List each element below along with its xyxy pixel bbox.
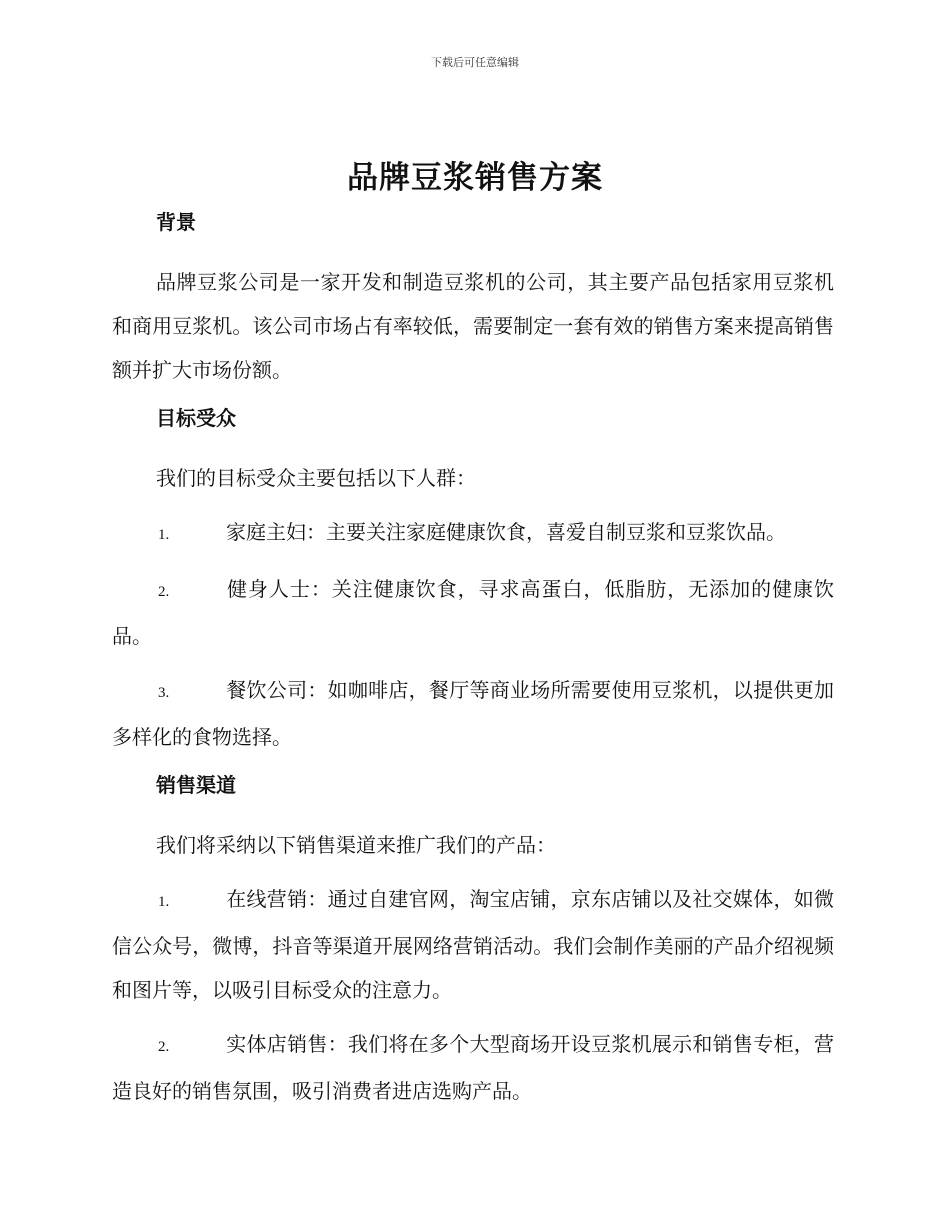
list-item xyxy=(112,668,834,759)
list-text: 在线营销：通过自建官网，淘宝店铺，京东店铺以及社交媒体，如微信公众号，微博，抖音等渠道开展网络营销活动。我们会制作美丽的产品介绍视频和图片等，以吸引目标受众的注意力。 xyxy=(112,887,834,1002)
section-background xyxy=(112,206,834,392)
list-item xyxy=(112,567,834,658)
paragraph: 我们的目标受众主要包括以下人群： xyxy=(156,466,476,490)
section-sales-channels xyxy=(112,769,834,1113)
document-body xyxy=(112,200,834,1123)
section-heading: 销售渠道 xyxy=(156,773,236,797)
header-note: 下载后可任意编辑 xyxy=(431,56,519,69)
list-item xyxy=(112,1022,834,1113)
list-number: 1. xyxy=(158,527,170,543)
list-number: 3. xyxy=(158,685,170,701)
list-number: 2. xyxy=(158,584,170,600)
list-text: 实体店销售：我们将在多个大型商场开设豆浆机展示和销售专柜，营造良好的销售氛围，吸引消费者进店选购产品。 xyxy=(112,1032,834,1103)
list-text: 健身人士：关注健康饮食，寻求高蛋白，低脂肪，无添加的健康饮品。 xyxy=(112,577,834,648)
list-text: 家庭主妇：主要关注家庭健康饮食，喜爱自制豆浆和豆浆饮品。 xyxy=(226,520,786,544)
list-item xyxy=(112,877,834,1012)
section-target-audience xyxy=(112,402,834,759)
section-heading: 目标受众 xyxy=(156,406,236,430)
list-number: 1. xyxy=(158,894,170,910)
list-number: 2. xyxy=(158,1039,170,1055)
list-text: 餐饮公司：如咖啡店，餐厅等商业场所需要使用豆浆机，以提供更加多样化的食物选择。 xyxy=(112,678,834,749)
list-item xyxy=(112,510,834,557)
document-title: 品牌豆浆销售方案 xyxy=(347,160,603,196)
paragraph: 品牌豆浆公司是一家开发和制造豆浆机的公司，其主要产品包括家用豆浆机和商用豆浆机。该公司市场占有率较低，需要制定一套有效的销售方案来提高销售额并扩大市场份额。 xyxy=(112,270,834,382)
paragraph: 我们将采纳以下销售渠道来推广我们的产品： xyxy=(156,833,556,857)
section-heading: 背景 xyxy=(156,210,196,234)
